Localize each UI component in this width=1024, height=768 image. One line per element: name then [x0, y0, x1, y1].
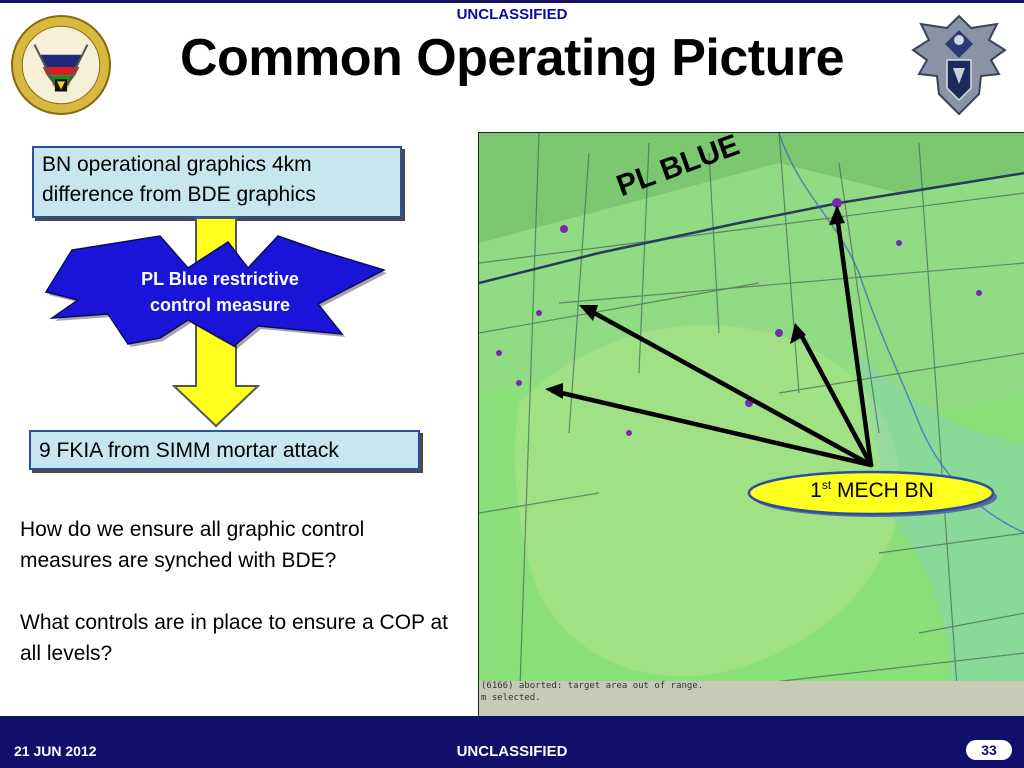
map-status-line-1: (6166) aborted: target area out of range. [481, 681, 704, 691]
footer-bar [0, 716, 1024, 768]
mortar-attack-box: 9 FKIA from SIMM mortar attack [29, 430, 420, 470]
unit-label [745, 478, 999, 503]
unit-seal-icon [10, 14, 112, 116]
question-graphic-sync: How do we ensure all graphic control measures are synched with BDE? [20, 518, 365, 572]
division-crest-icon [908, 10, 1010, 120]
unit-label-number: 1 [810, 479, 822, 502]
question-cop-controls: What controls are in place to ensure a COP at all levels? [20, 611, 448, 665]
unit-label-ordinal: st [821, 478, 832, 492]
starburst-label [95, 266, 345, 318]
classification-footer: UNCLASSIFIED [456, 743, 568, 760]
unit-label-name: MECH BN [831, 479, 934, 502]
phase-line-label: PL BLUE [612, 128, 744, 204]
map-photo [478, 132, 1024, 716]
starburst-line-2: control measure [149, 295, 291, 315]
slide-title: Common Operating Picture [179, 29, 845, 87]
terrain-map [479, 133, 1024, 716]
footer-date: 21 JUN 2012 [14, 743, 97, 759]
graphics-difference-box: BN operational graphics 4km difference from BDE graphics [32, 146, 402, 218]
page-number-badge: 33 [966, 740, 1012, 760]
classification-header: UNCLASSIFIED [456, 6, 568, 23]
map-status-text [481, 680, 703, 704]
starburst-line-1: PL Blue restrictive [141, 269, 299, 289]
map-status-line-2: m selected. [481, 693, 541, 703]
top-bar [0, 0, 1024, 3]
